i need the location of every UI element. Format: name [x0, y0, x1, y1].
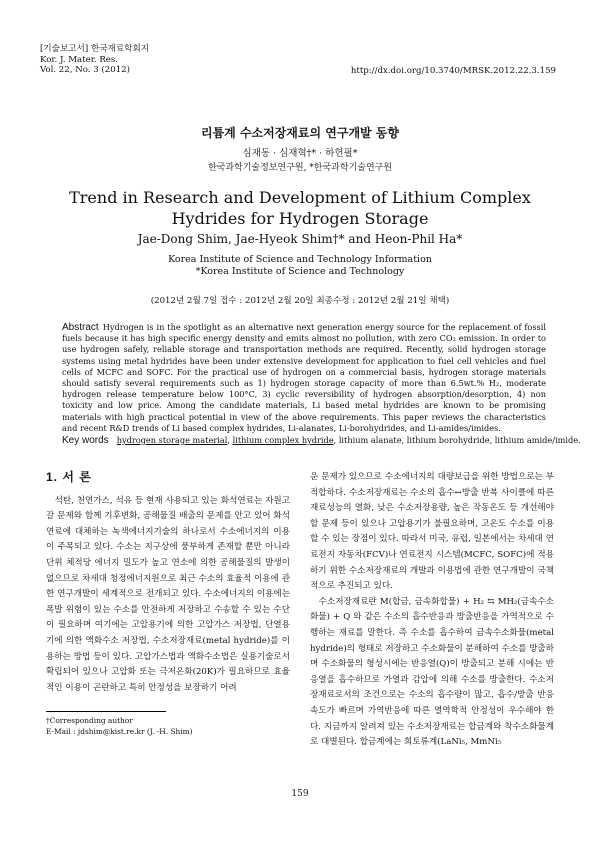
korean-affiliation: 한국과학기술정보연구원, *한국과학기술연구원: [207, 163, 393, 173]
abstract: [62, 322, 546, 434]
english-authors: Jae-Dong Shim, Jae-Hyeok Shim†* and Heon-Phil Ha*: [137, 232, 463, 246]
keyword-link[interactable]: hydrogen storage material: [116, 435, 228, 445]
abstract-text: Hydrogen is in the spotlight as an alternative next generation energy source for the replacement of fossil fuels because it has high specific energy density and emits almost no pollution, with zero CO₂ emission. In order to use hydrogen safely, reliable storage and transportation methods are required. Recently, solid hydrogen storage systems using metal hydrides have been under extensive development for application to fuel cell vehicles and fuel cells of MCFC and SOFC. For the practical use of hydrogen on a commercial basis, hydrogen storage materials should satisfy several requirements such as 1) hydrogen storage capacity of more than 6.5wt.% H₂, moderate hydrogen release temperature below 100°C, 3) cyclic reversibility of hydrogen absorption/desorption, 4) non toxicity and low price. Among the candidate materials, Li based metal hydrides are known to be promising materials with high practical potential in view of the above requirements. This paper reviews the characteristics and recent R&D trends of Li based complex hydrides, Li-alanates, Li-borohydrides, and Li-amides/imides.: [62, 322, 546, 433]
body-paragraph: 석탄, 천연가스, 석유 등 현재 사용되고 있는 화석연료는 자원고갈 문제와 함께 기후변화, 공해물질 배출의 문제를 안고 있어 화석연료에 대체하는 녹색에너지기술의 하나로서 수소에너지의 이용이 주목되고 있다. 수소는 지구상에 풍부하게 존재할 뿐만 아니라 단위 체적당 에너지 밀도가 높고 연소에 의한 공해물질의 발생이 없으므로 차세대 청정에너지원으로 최근 수소의 효율적 이용에 관한 연구개발이 세계적으로 전개되고 있다. 수소에너지의 이용에는 폭발 위험이 있는 수소를 안전하게 저장하고 수송할 수 있는 수단이 필요하며 여기에는 고압용기에 의한 고압가스 저장법, 단열용기에 의한 액화수소 저장법, 수소저장재료(metal hydride)를 이용하는 방법 등이 있다. 고압가스법과 액화수소법은 실용기술로서 확립되어 있으나 고압화 또는 극저온화(20K)가 필요하므로 효율적인 이용이 곤란하고 특히 안정성을 보장하기 어려: [46, 495, 290, 693]
doi-link[interactable]: http://dx.doi.org/10.3740/MRSK.2012.22.3.159: [350, 66, 556, 76]
corresponding-author: †Corresponding author: [46, 716, 133, 725]
left-column: [46, 470, 290, 696]
english-affiliation: [0, 254, 600, 278]
body-paragraph: 운 문제가 있으므로 수소에너지의 대량보급을 위한 방법으로는 부적합하다. 수소저장재료는 수소의 흡수↔방출 반복 사이클에 따른 재료성능의 열화, 낮은 수소저장용량, 높은 작동온도 등 개선해야 할 문제 등이 있으나 고압용기가 불필요하며, 고온도 수소를 이용할 수 있는 장점이 있다. 따라서 미국, 유럽, 일본에서는 차세대 연료전지 자동차(FCV)나 연료전지 시스템(MCFC, SOFC)에 적용하기 위한 수소저장재료의 개발과 이용법에 관한 연구개발이 국책적으로 추진되고 있다.: [310, 472, 554, 592]
submission-dates: (2012년 2월 7일 접수 : 2012년 2월 20일 최종수정 : 2012년 2월 21일 채택): [150, 296, 450, 306]
journal-name-korean: [기술보고서] 한국재료학회지: [40, 44, 150, 54]
english-title-line1: Trend in Research and Development of Lithium Complex: [69, 188, 531, 207]
english-title: [0, 187, 600, 229]
abstract-label: Abstract: [62, 322, 99, 333]
body-paragraph: 수소저장재료란 M(합금, 금속화합물) + H₂ ⇆ MH₂(금속수소화물) + Q 와 같은 수소의 흡수반응과 방출반응을 가역적으로 수행하는 재료를 말한다. 즉 수소를 흡수하여 금속수소화물(metal hydride)의 형태로 저장하고 수소화물이 분해하여 수소를 방출하며 수소화물의 형성시에는 반응열(Q)이 방출되고 분해 시에는 반응열을 흡수하므로 가열과 감압에 의해 수소를 방출한다. 수소저장재료로서의 조건으로는 수소의 흡수량이 많고, 흡수/방출 반응속도가 빠르며 가역반응에 따른 열역학적 안정성이 우수해야 한다. 지금까지 알려져 있는 수소저장재료는 합금계와 착수소화물계로 대별된다. 합금계에는 희토류계(LaNi₅, MmNi₅: [310, 596, 555, 748]
keyword-link[interactable]: lithium complex hydride: [232, 435, 334, 445]
journal-name-abbrev: Kor. J. Mater. Res.: [40, 54, 119, 65]
author-email: E-Mail : jdshim@kist.re.kr (J. -H. Shim): [46, 727, 193, 736]
footnote: [46, 715, 193, 737]
keywords-label: Key words: [62, 435, 109, 446]
page-number: 159: [291, 789, 309, 799]
english-title-line2: Hydrides for Hydrogen Storage: [171, 209, 429, 228]
journal-header: [40, 44, 149, 76]
right-column: [310, 470, 554, 751]
korean-title: 리튬계 수소저장재료의 연구개발 동향: [200, 126, 399, 140]
keywords: Key words hydrogen storage material, lithium complex hydride, lithium alanate, lithium borohydride, lithium amide/imide.: [62, 435, 581, 446]
affiliation-kisti: Korea Institute of Science and Technology Information: [168, 254, 432, 265]
section-heading: 1. 서 론: [46, 470, 92, 484]
affiliation-kist: *Korea Institute of Science and Technology: [195, 266, 405, 277]
journal-volume: Vol. 22, No. 3 (2012): [40, 65, 130, 76]
keywords-rest: , lithium alanate, lithium borohydride, lithium amide/imide.: [333, 435, 581, 445]
footnote-rule: [46, 711, 166, 712]
korean-authors: 심재동 · 심재혁†* · 하헌필*: [242, 148, 358, 159]
